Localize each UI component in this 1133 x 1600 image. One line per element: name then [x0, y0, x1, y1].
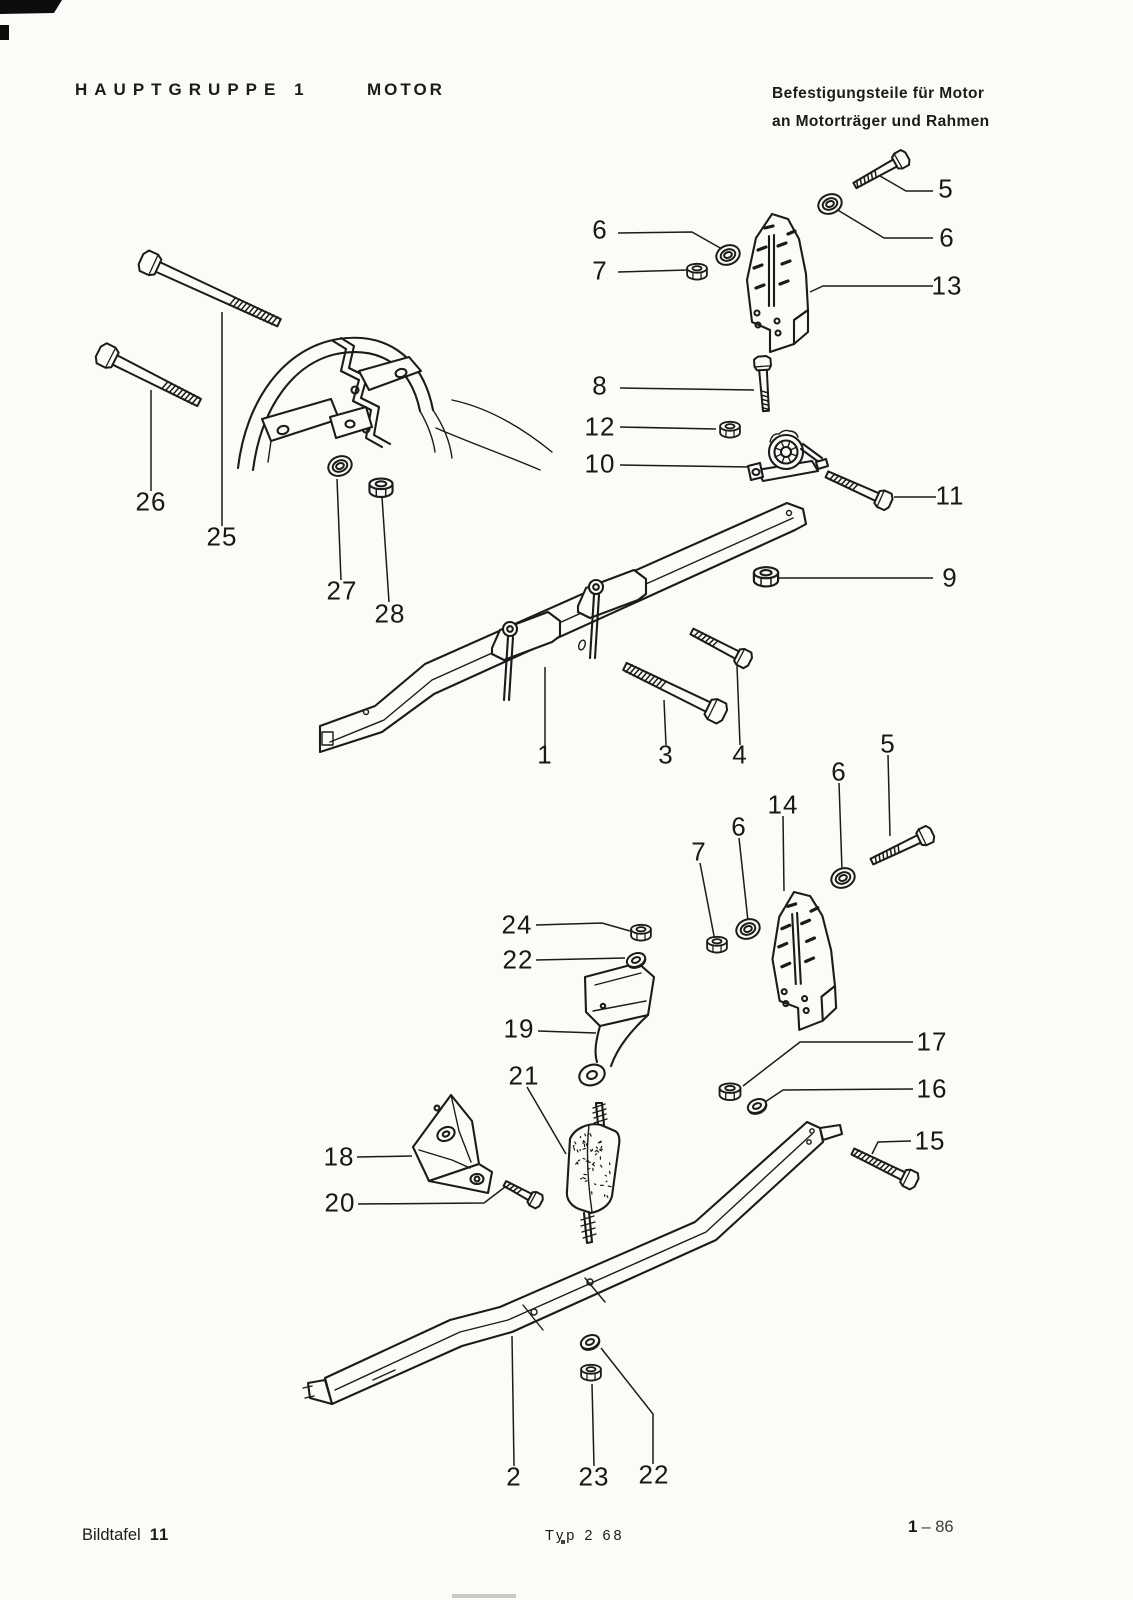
support-arm-bracket	[576, 963, 654, 1089]
washer-6-top-right	[815, 191, 844, 218]
page-reference	[908, 1517, 954, 1537]
mount-bracket-upper	[747, 214, 808, 352]
part-callout: 9	[942, 562, 958, 593]
part-callout: 22	[638, 1459, 670, 1490]
bolt-11	[823, 466, 894, 511]
washer-22-lower	[579, 1332, 602, 1352]
part-callout: 16	[916, 1073, 948, 1104]
washer-6-top-left	[713, 242, 742, 269]
part-callout: 13	[931, 270, 963, 301]
beam-clamp-front	[492, 612, 560, 700]
part-callout: 3	[658, 739, 674, 770]
bolt-5-top	[851, 149, 912, 193]
part-callout: 15	[914, 1125, 946, 1156]
part-callout: 7	[592, 255, 608, 286]
bolt-3	[620, 656, 729, 725]
rubber-engine-mount	[567, 1103, 619, 1243]
bolt-15	[849, 1143, 921, 1190]
main-group-title: HAUPTGRUPPE 1	[75, 80, 311, 99]
part-callout: 6	[939, 222, 955, 253]
mount-bracket-lower	[769, 890, 837, 1031]
gearbox-housing-sketch	[238, 338, 552, 470]
nut-24	[631, 925, 651, 941]
part-callout: 6	[831, 756, 847, 787]
page-ref-number: – 86	[921, 1518, 954, 1536]
type-code: Typ 2 68	[545, 1528, 625, 1544]
part-callout: 10	[584, 448, 616, 479]
washer-16	[746, 1096, 769, 1116]
part-callout: 11	[935, 480, 965, 511]
part-callout: 25	[206, 521, 238, 552]
part-callout: 14	[767, 789, 799, 820]
part-callout: 24	[501, 909, 533, 940]
bolt-5-lower	[868, 825, 936, 870]
part-callout: 20	[324, 1187, 356, 1218]
part-callout: 5	[938, 173, 954, 204]
nut-9	[754, 567, 778, 586]
nut-28	[369, 479, 392, 497]
part-callout: 6	[731, 811, 747, 842]
nut-23	[581, 1365, 601, 1381]
part-callout: 12	[584, 411, 616, 442]
nut-7-lower	[707, 937, 727, 953]
engine-mount-bracket-left	[413, 1095, 492, 1193]
washer-6-lower-left	[733, 916, 762, 943]
scan-artifacts	[0, 0, 565, 1598]
part-callout: 5	[880, 728, 896, 759]
part-callout: 22	[502, 944, 534, 975]
part-callout: 7	[691, 836, 707, 867]
bolt-26	[93, 342, 204, 413]
part-callout: 27	[326, 575, 358, 606]
nut-7-top	[687, 264, 707, 280]
part-callout: 28	[374, 598, 406, 629]
description-line-1: Befestigungsteile für Motor	[772, 85, 985, 102]
description-line-2: an Motorträger und Rahmen	[772, 113, 990, 130]
part-callout: 4	[732, 739, 748, 770]
part-callout: 8	[592, 370, 608, 401]
part-callout: 26	[135, 486, 167, 517]
bolt-8	[754, 356, 774, 412]
engine-mount-damper	[748, 430, 828, 481]
washer-27	[325, 453, 354, 480]
part-callout: 17	[916, 1026, 948, 1057]
plate-reference	[82, 1526, 169, 1545]
nut-12	[720, 422, 740, 438]
washer-6-lower-right	[828, 865, 857, 892]
part-callout: 18	[323, 1141, 355, 1172]
part-callout: 23	[578, 1461, 610, 1492]
bolt-25	[136, 249, 283, 333]
bolt-4	[688, 624, 754, 670]
part-callout: 19	[503, 1013, 535, 1044]
section-title: MOTOR	[367, 80, 445, 99]
plate-word: Bildtafel	[82, 1526, 141, 1544]
bolt-20	[501, 1177, 544, 1210]
page-ref-group: 1	[908, 1517, 918, 1536]
nut-17	[720, 1083, 741, 1100]
part-callout: 21	[508, 1060, 540, 1091]
part-callout: 6	[592, 214, 608, 245]
part-callout: 1	[537, 739, 553, 770]
leader-lines	[151, 176, 936, 1466]
part-callout: 2	[506, 1461, 522, 1492]
plate-number: 11	[149, 1526, 170, 1544]
